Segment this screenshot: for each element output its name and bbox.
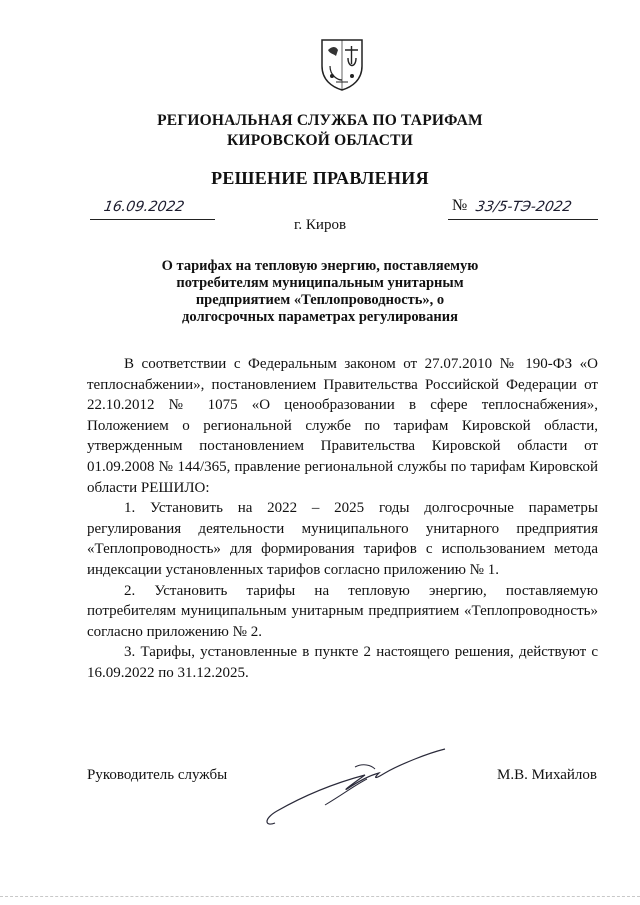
document-city: г. Киров xyxy=(293,217,347,233)
body-paragraph-item-2: 2. Установить тарифы на тепловую энергию, поставляемую потребителям муниципальным унитарным предприятием «Теплопроводность» согласно приложению № 2. xyxy=(87,582,598,640)
handwritten-signature xyxy=(255,745,450,830)
body-paragraph-item-3: 3. Тарифы, установленные в пункте 2 настоящего решения, действуют с 16.09.2022 по 31.12.2025. xyxy=(87,644,598,681)
kirov-coat-of-arms-icon xyxy=(318,36,366,92)
document-body xyxy=(87,354,598,684)
body-paragraph-item-1: 1. Установить на 2022 – 2025 годы долгосрочные параметры регулирования деятельности муниципального унитарного предприятия «Теплопроводность» для формирования тарифов с использованием метода индексации установленных тарифов согласно приложению № 1. xyxy=(87,500,598,578)
org-name-line2: КИРОВСКОЙ ОБЛАСТИ xyxy=(227,132,413,149)
page-bottom-edge xyxy=(0,896,640,897)
document-number: 33/5-ТЭ-2022 xyxy=(474,199,573,215)
signatory-name: М.В. Михайлов xyxy=(496,767,597,783)
body-paragraph-preamble: В соответствии с Федеральным законом от 27.07.2010 № 190-ФЗ «О теплоснабжении», постановлением Правительства Российской Федерации от 22.10.2012 № 1075 «О ценообразовании в сфере теплоснабжения», Положением о региональной службе по тарифам Кировской области, утвержденным постановлением Правительства Кировской области от 01.09.2008 № 144/365, правление региональной службы по тарифам Кировской области РЕШИЛО: xyxy=(87,356,598,496)
document-date: 16.09.2022 xyxy=(102,199,186,215)
document-title: РЕШЕНИЕ ПРАВЛЕНИЯ xyxy=(211,168,429,188)
number-sign: № xyxy=(452,197,468,214)
org-name-line1: РЕГИОНАЛЬНАЯ СЛУЖБА ПО ТАРИФАМ xyxy=(157,112,483,129)
signatory-position: Руководитель службы xyxy=(87,767,228,783)
document-subject: О тарифах на тепловую энергию, поставляемую потребителям муниципальным унитарным предприятием «Теплопроводность», о долгосрочных параметрах регулирования xyxy=(161,258,479,325)
